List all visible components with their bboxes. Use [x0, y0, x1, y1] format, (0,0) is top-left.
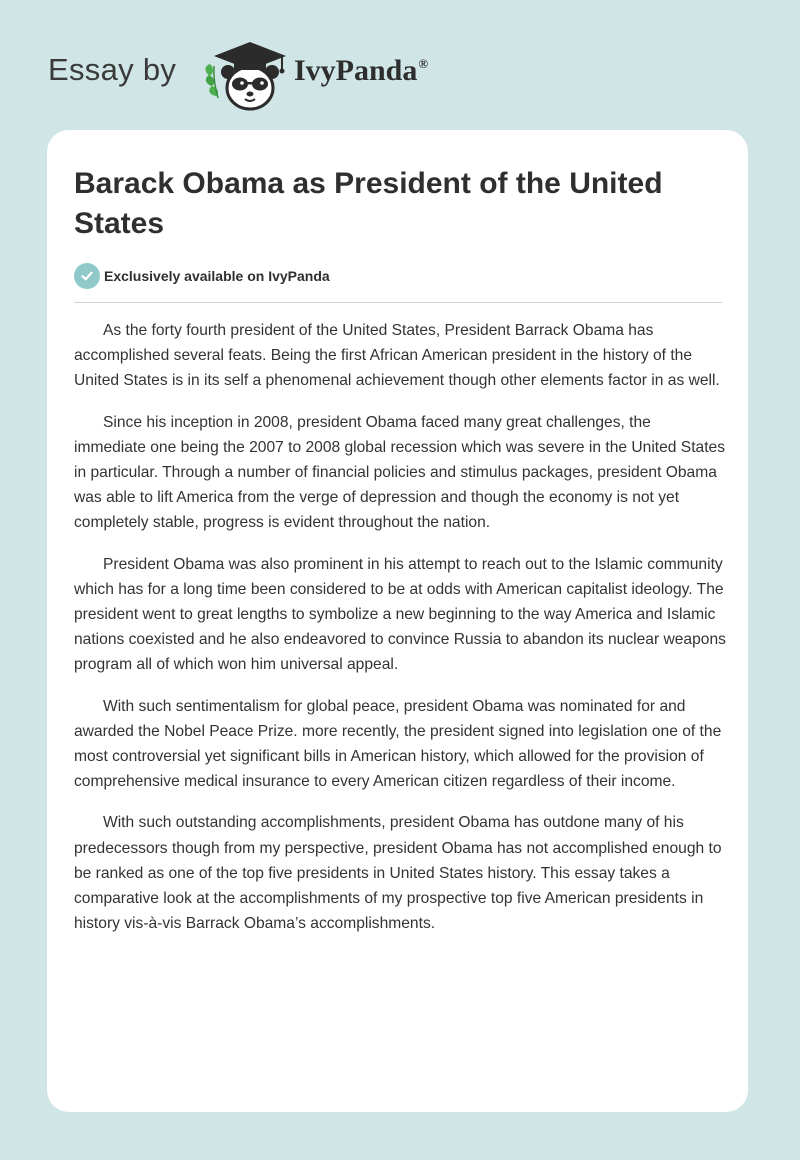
essay-by-label: Essay by — [48, 52, 177, 87]
registered-mark: ® — [418, 56, 429, 71]
essay-paragraph: As the forty fourth president of the United States, President Barrack Obama has accomplished several feats. Being the first African American president in the history of the United States is in its self a phenomenal achievement though other elements factor in as well. — [74, 322, 720, 390]
panda-logo-icon — [200, 36, 296, 112]
essay-paragraph: President Obama was also prominent in his attempt to reach out to the Islamic community which has for a long time been considered to be at odds with American capitalist ideology. The president went to great lengths to symbolize a new beginning to the way America and Islamic nations coexisted and he also endeavored to convince Russia to abandon its nuclear weapons program all of which won him universal appeal. — [74, 555, 726, 674]
essay-card — [47, 130, 748, 1112]
exclusive-badge — [74, 263, 330, 289]
essay-paragraph: With such sentimentalism for global peace, president Obama was nominated for and awarded the Nobel Peace Prize. more recently, the president signed into legislation one of the most controversial yet significant bills in American history, which allowed for the provision of comprehensive medical insurance to every American citizen regardless of their income. — [74, 697, 722, 791]
divider — [74, 302, 722, 303]
essay-paragraph: Since his inception in 2008, president Obama faced many great challenges, the immediate one being the 2007 to 2008 global recession which was severe in the United States in particular. Through a number of financial policies and stimulus packages, president Obama was able to lift America from the verge of depression and though the economy is not yet completely stable, progress is evident throughout the nation. — [74, 413, 726, 532]
checkmark-circle-icon — [74, 263, 100, 289]
brand-name: IvyPanda® — [294, 54, 429, 87]
page-title: Barack Obama as President of the United States — [74, 167, 663, 240]
essay-body — [74, 318, 726, 952]
ivy-leaf-icon — [206, 64, 219, 98]
essay-paragraph: With such outstanding accomplishments, president Obama has outdone many of his predecessors though from my perspective, president Obama has not accomplished enough to be ranked as one of the top five presidents in United States history. This essay takes a comparative look at the accomplishments of my prospective top five American presidents in history vis-à-vis Barrack Obama’s accomplishments. — [74, 814, 722, 933]
exclusive-badge-label: Exclusively available on IvyPanda — [104, 268, 330, 284]
site-header — [48, 34, 748, 114]
